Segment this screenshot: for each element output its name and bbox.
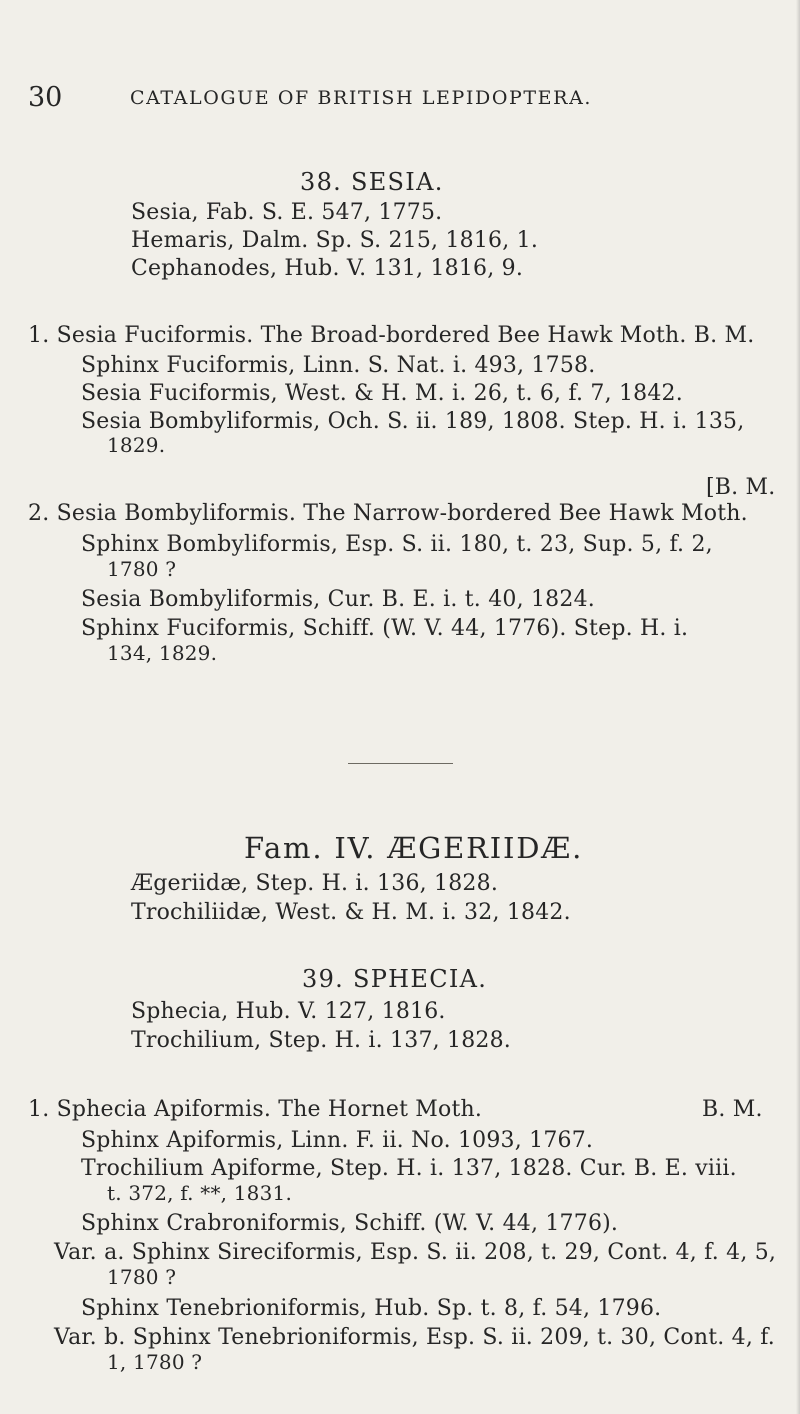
page-number: 30: [28, 82, 63, 113]
reference-line: 1780 ?: [107, 1265, 177, 1289]
reference-line: 1780 ?: [107, 557, 177, 581]
family-reference-line: Ægeriidæ, Step. H. i. 136, 1828.: [131, 871, 499, 896]
reference-line: Sphinx Fuciformis, Schiff. (W. V. 44, 1776). Step. H. i.: [81, 616, 689, 641]
family-heading-aegeriidae: Fam. IV. ÆGERIIDÆ.: [244, 831, 584, 865]
synonym-cephanodes: Cephanodes, Hub. V. 131, 1816, 9.: [131, 256, 524, 281]
reference-line: Sesia Fuciformis, West. & H. M. i. 26, t. 6, f. 7, 1842.: [81, 381, 683, 406]
synonym-sesia: Sesia, Fab. S. E. 547, 1775.: [131, 200, 443, 225]
reference-line: 134, 1829.: [107, 641, 218, 665]
reference-line: 1, 1780 ?: [107, 1350, 203, 1374]
genus-reference-line: Sphecia, Hub. V. 127, 1816.: [131, 999, 446, 1024]
variety-line: Var. a. Sphinx Sireciformis, Esp. S. ii. 208, t. 29, Cont. 4, f. 4, 5,: [54, 1240, 777, 1265]
reference-line: Sphinx Fuciformis, Linn. S. Nat. i. 493, 1758.: [81, 353, 596, 378]
reference-line: Sphinx Crabroniformis, Schiff. (W. V. 44, 1776).: [81, 1211, 619, 1236]
species-title-sphecia-apiformis: 1. Sphecia Apiformis. The Hornet Moth.: [28, 1097, 483, 1122]
reference-line: Sphinx Apiformis, Linn. F. ii. No. 1093, 1767.: [81, 1128, 594, 1153]
species-title-sesia-fuciformis: 1. Sesia Fuciformis. The Broad-bordered Bee Hawk Moth. B. M.: [28, 323, 755, 348]
genus-heading-sesia: 38. SESIA.: [300, 168, 444, 196]
reference-line: Sesia Bombyliformis, Och. S. ii. 189, 1808. Step. H. i. 135,: [81, 409, 745, 434]
genus-heading-sphecia: 39. SPHECIA.: [302, 965, 488, 993]
section-divider: [348, 763, 453, 764]
reference-line: t. 372, f. **, 1831.: [107, 1181, 293, 1205]
species-title-sesia-bombyliformis: 2. Sesia Bombyliformis. The Narrow-bordered Bee Hawk Moth.: [28, 501, 748, 526]
family-reference-line: Trochiliidæ, West. & H. M. i. 32, 1842.: [131, 900, 571, 925]
species-marker: [B. M.: [706, 475, 776, 500]
variety-line: Var. b. Sphinx Tenebrioniformis, Esp. S. ii. 209, t. 30, Cont. 4, f.: [54, 1325, 775, 1350]
running-head: CATALOGUE OF BRITISH LEPIDOPTERA.: [130, 87, 593, 109]
synonym-hemaris: Hemaris, Dalm. Sp. S. 215, 1816, 1.: [131, 228, 539, 253]
reference-line: 1829.: [107, 433, 166, 457]
reference-line: Trochilium Apiforme, Step. H. i. 137, 1828. Cur. B. E. viii.: [81, 1156, 737, 1181]
page-edge-shadow: [796, 0, 800, 1414]
reference-line: Sphinx Tenebrioniformis, Hub. Sp. t. 8, f. 54, 1796.: [81, 1296, 662, 1321]
species-marker: B. M.: [702, 1097, 763, 1122]
reference-line: Sesia Bombyliformis, Cur. B. E. i. t. 40, 1824.: [81, 587, 595, 612]
reference-line: Sphinx Bombyliformis, Esp. S. ii. 180, t. 23, Sup. 5, f. 2,: [81, 532, 713, 557]
genus-reference-line: Trochilium, Step. H. i. 137, 1828.: [131, 1028, 512, 1053]
